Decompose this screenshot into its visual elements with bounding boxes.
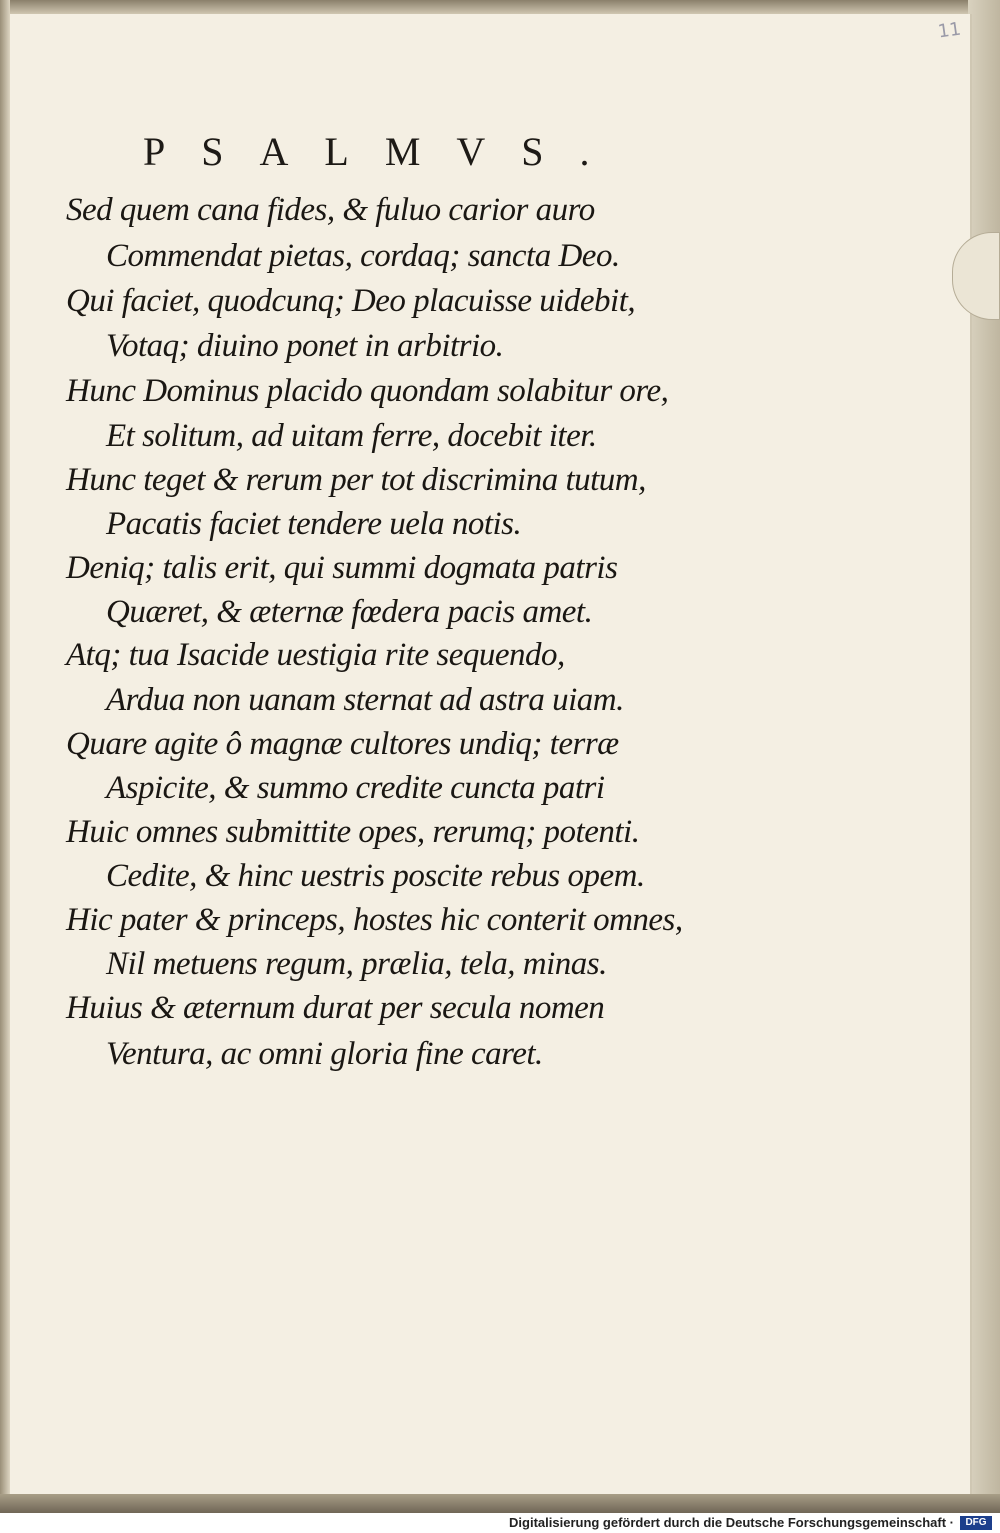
funding-credit: Digitalisierung gefördert durch die Deutsche Forschungsgemeinschaft · [509,1515,954,1530]
book-bottom-edge [0,1494,1000,1513]
verse-line: Qui faciet, quodcunq; Deo placuisse uidebit, [66,283,636,319]
verse-line: Commendat pietas, cordaq; sancta Deo. [106,238,620,274]
verse-line: Quæret, & æternæ fœdera pacis amet. [106,594,593,630]
attribution-footer [0,1513,1000,1533]
book-gutter [0,0,10,1513]
verse-line: Votaq; diuino ponet in arbitrio. [106,328,504,364]
verse-line: Cedite, & hinc uestris poscite rebus opem. [106,858,645,894]
verse-line: Huius & æternum durat per secula nomen [66,990,605,1026]
verse-line: Hic pater & princeps, hostes hic conterit omnes, [66,902,683,938]
verse-line: Atq; tua Isacide uestigia rite sequendo, [66,637,565,673]
book-fore-edge [968,0,1000,1513]
verse-line: Aspicite, & summo credite cuncta patri [106,770,605,806]
verse-line: Hunc teget & rerum per tot discrimina tutum, [66,462,646,498]
verse-line: Ardua non uanam sternat ad astra uiam. [106,682,624,718]
book-top-edge [0,0,1000,14]
verse-line: Nil metuens regum, prælia, tela, minas. [106,946,607,982]
verse-line: Deniq; talis erit, qui summi dogmata patris [66,550,618,586]
page-heading: PSALMVS. [143,129,626,174]
verse-line: Hunc Dominus placido quondam solabitur ore, [66,373,669,409]
verse-line: Ventura, ac omni gloria fine caret. [106,1036,543,1072]
folio-number: 11 [936,18,963,43]
verse-line: Huic omnes submittite opes, rerumq; potenti. [66,814,640,850]
verse-line: Pacatis faciet tendere uela notis. [106,506,522,542]
verse-line: Sed quem cana fides, & fuluo carior auro [66,192,595,228]
verse-line: Et solitum, ad uitam ferre, docebit iter. [106,418,597,454]
verse-line: Quare agite ô magnæ cultores undiq; terræ [66,726,619,762]
dfg-logo: DFG [960,1516,992,1530]
